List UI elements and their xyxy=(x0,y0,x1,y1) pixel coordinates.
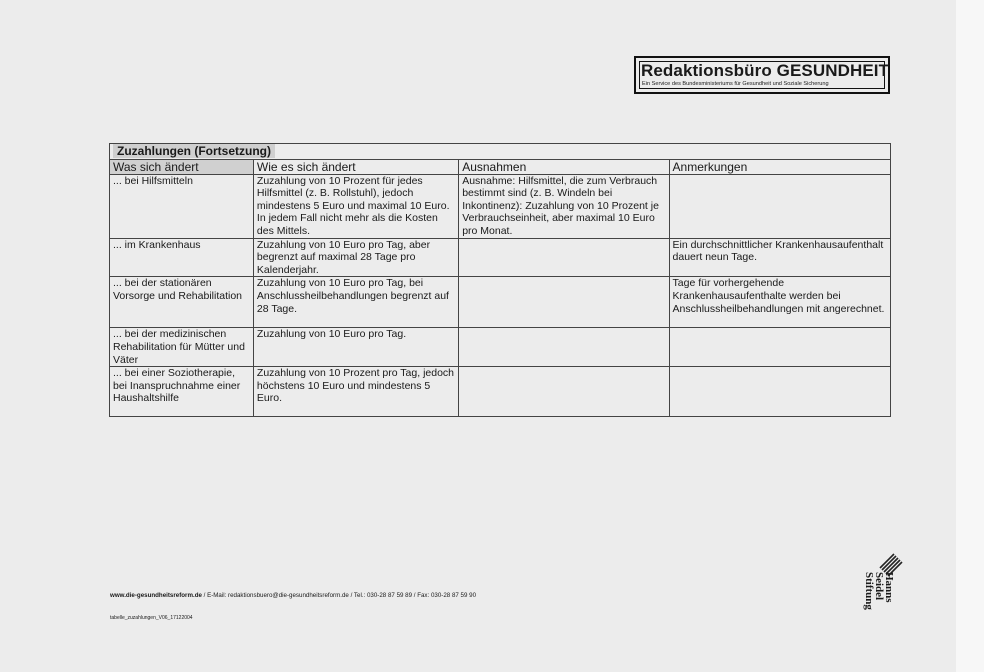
header-box xyxy=(634,56,890,94)
cell-how: Zuzahlung von 10 Euro pro Tag, bei Anschlussheilbehandlungen begrenzt auf 28 Tage. xyxy=(253,277,458,328)
cell-exceptions xyxy=(459,367,669,417)
table-row xyxy=(110,174,891,238)
cell-what: ... bei einer Soziotherapie, bei Inanspruchnahme einer Haushaltshilfe xyxy=(110,367,254,417)
cell-what: ... bei der medizinischen Rehabilitation für Mütter und Väter xyxy=(110,328,254,367)
logo-text xyxy=(864,572,894,610)
cell-what: ... bei Hilfsmitteln xyxy=(110,174,254,238)
footer-website-link[interactable]: www.die-gesundheitsreform.de xyxy=(110,592,202,599)
cell-notes: Tage für vorhergehende Krankenhausaufenthalte werden bei Anschlussheilbehandlungen mit angerechnet. xyxy=(669,277,890,328)
column-header-what: Was sich ändert xyxy=(110,159,254,174)
column-header-how: Wie es sich ändert xyxy=(253,159,458,174)
cell-exceptions xyxy=(459,238,669,277)
column-header-notes: Anmerkungen xyxy=(669,159,890,174)
table-row xyxy=(110,238,891,277)
table-header-row xyxy=(110,159,891,174)
table-row xyxy=(110,277,891,328)
cell-notes xyxy=(669,328,890,367)
cell-notes xyxy=(669,367,890,417)
cell-exceptions: Ausnahme: Hilfsmittel, die zum Verbrauch bestimmt sind (z. B. Windeln bei Inkontinenz): Zuzahlung von 10 Prozent je Verbrauchseinheit, aber maximal 10 Euro pro Monat. xyxy=(459,174,669,238)
cell-how: Zuzahlung von 10 Prozent für jedes Hilfsmittel (z. B. Rollstuhl), jedoch mindestens 5 Euro und maximal 10 Euro. In jedem Fall nicht mehr als die Kosten des Mittels. xyxy=(253,174,458,238)
table-title-row xyxy=(110,144,891,160)
logo-line: Seidel xyxy=(873,572,885,601)
copayment-table xyxy=(109,143,891,417)
logo-line: Hanns xyxy=(883,572,895,603)
cell-notes: Ein durchschnittlicher Krankenhausaufenthalt dauert neun Tage. xyxy=(669,238,890,277)
cell-what: ... im Krankenhaus xyxy=(110,238,254,277)
cell-exceptions xyxy=(459,328,669,367)
cell-how: Zuzahlung von 10 Euro pro Tag, aber begrenzt auf maximal 28 Tage pro Kalenderjahr. xyxy=(253,238,458,277)
cell-what: ... bei der stationären Vorsorge und Rehabilitation xyxy=(110,277,254,328)
footer-filename: tabelle_zuzahlungen_V06_17122004 xyxy=(110,615,193,621)
table-row xyxy=(110,328,891,367)
cell-notes xyxy=(669,174,890,238)
cell-exceptions xyxy=(459,277,669,328)
table-title: Zuzahlungen (Fortsetzung) xyxy=(113,144,275,158)
table-row xyxy=(110,367,891,417)
footer-contact xyxy=(110,592,476,599)
column-header-exceptions: Ausnahmen xyxy=(459,159,669,174)
header-subtitle: Ein Service des Bundesministeriums für Gesundheit und Soziale Sicherung xyxy=(642,81,829,87)
header-title: Redaktionsbüro GESUNDHEIT xyxy=(641,61,890,80)
logo-line: Stiftung xyxy=(863,572,875,610)
cell-how: Zuzahlung von 10 Prozent pro Tag, jedoch höchstens 10 Euro und mindestens 5 Euro. xyxy=(253,367,458,417)
cell-how: Zuzahlung von 10 Euro pro Tag. xyxy=(253,328,458,367)
footer-contact-details: / E-Mail: redaktionsbuero@die-gesundheitsreform.de / Tel.: 030-28 87 59 89 / Fax: 030-28 87 59 90 xyxy=(201,592,477,599)
page-edge xyxy=(956,0,984,672)
